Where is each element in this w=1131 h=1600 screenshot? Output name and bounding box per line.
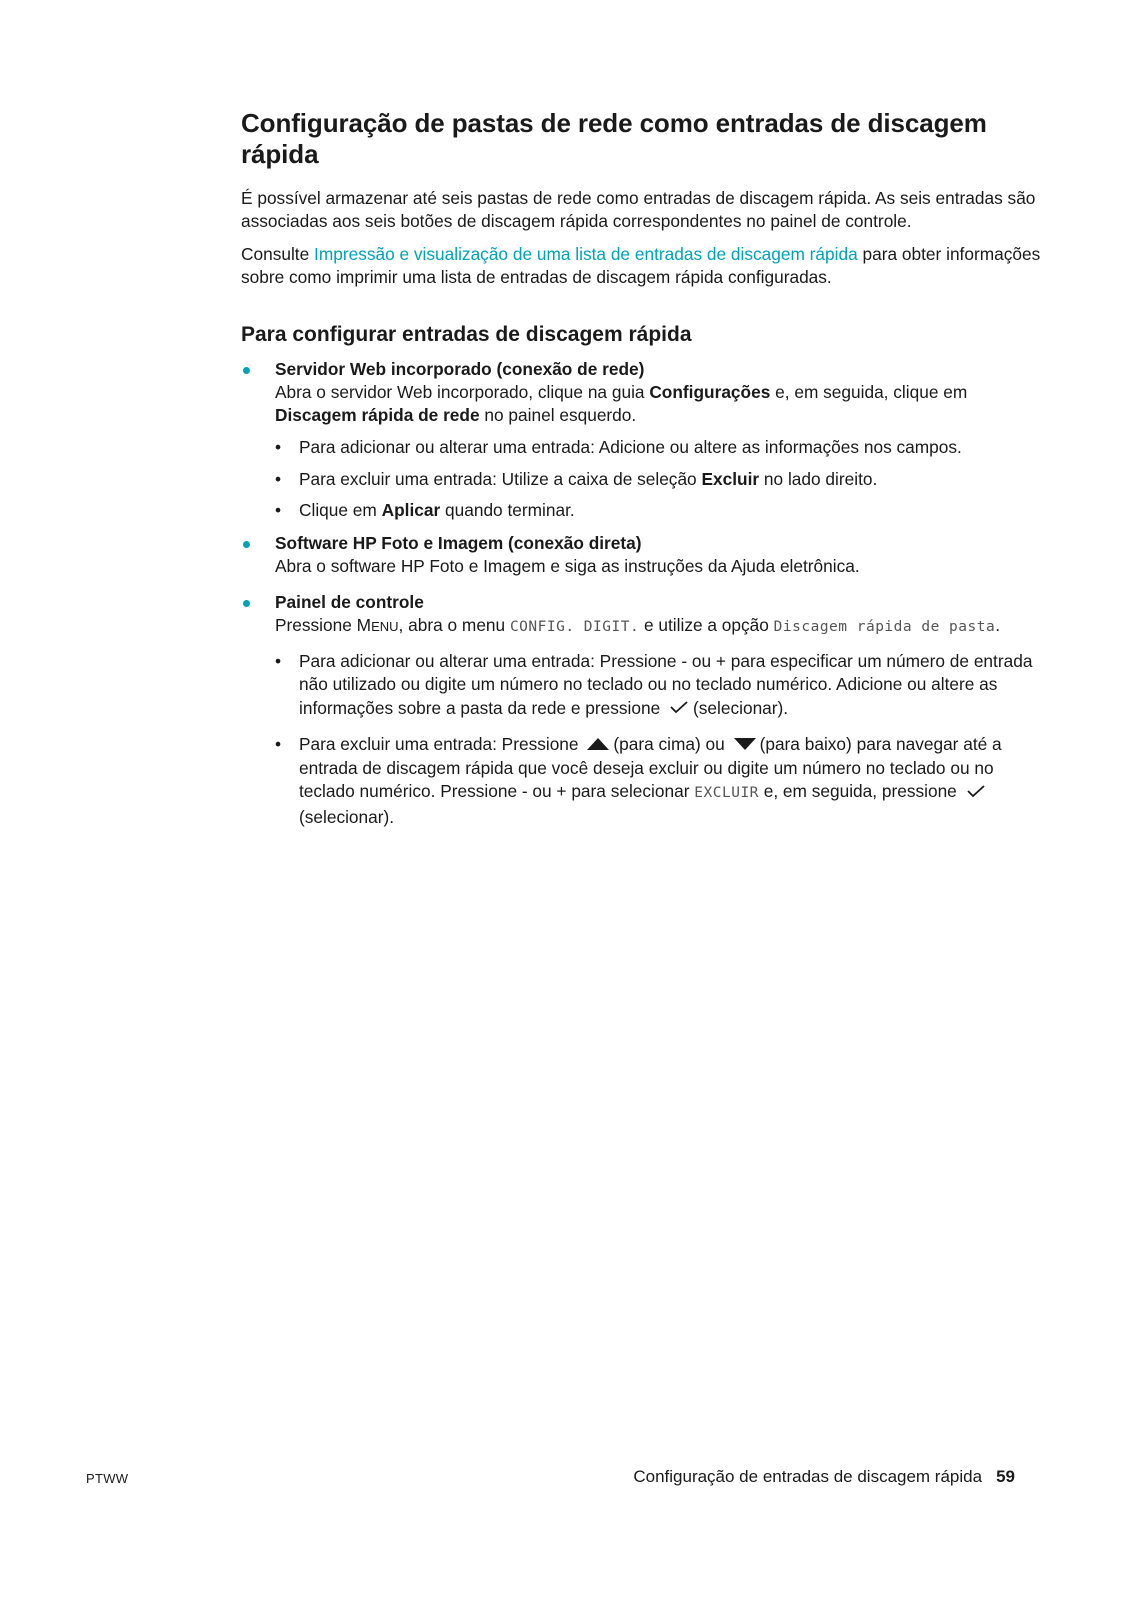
page-title: Configuração de pastas de rede como entradas de discagem rápida [241,108,987,169]
item-title: Servidor Web incorporado (conexão de rede) [275,359,645,379]
sub-item-text: Para excluir uma entrada: Pressione [299,733,579,754]
item-description [275,381,1041,427]
page-number: 59 [996,1467,1015,1486]
sub-list [275,436,1041,523]
menu-key-rest: ENU [371,618,399,634]
sub-item [275,436,1041,460]
item-text: Abra o servidor Web incorporado, clique na guia [275,382,650,402]
item-bold: Discagem rápida de rede [275,405,480,425]
footer-title [633,1467,1015,1487]
page-content [241,108,1041,838]
sub-item-bold: Excluir [701,468,760,489]
sub-item-text: (para cima) ou [613,733,725,754]
consult-before: Consulte [241,244,315,264]
sub-item-text: (selecionar). [693,697,789,718]
down-arrow-icon [734,733,756,757]
item-description: Abra o software HP Foto e Imagem e siga as instruções da Ajuda eletrônica. [275,555,860,576]
bullet-dot-icon [243,541,250,548]
item-text: , abra o menu [398,614,510,635]
sub-list [275,650,1041,830]
section-heading: Para configurar entradas de discagem rápida [241,323,692,346]
sub-item-text: Clique em [299,500,382,520]
sub-item [275,468,1041,492]
consult-after: para obter informações sobre como imprimir uma lista de entradas de discagem rápida configuradas. [241,244,1041,287]
bullet-dot-icon [243,600,250,607]
sub-item-text: Para adicionar ou alterar uma entrada: Pressione - ou + para especificar um número de entrada não utilizado ou digite um número no teclado ou no teclado numérico. Adicione ou altere as informações sobre a pasta da rede e pressione [299,650,1033,718]
footer-chapter: Configuração de entradas de discagem rápida [633,1467,983,1486]
item-title: Painel de controle [275,591,424,612]
checkmark-icon [669,697,689,721]
sub-item [275,650,1041,721]
item-text: Pressione [275,614,357,635]
sub-item [275,733,1041,830]
sub-item [275,499,1041,523]
footer-locale: PTWW [86,1471,129,1486]
lcd-menu-text: CONFIG. DIGIT. [509,618,640,635]
sub-item-text: no lado direito. [759,468,878,489]
lcd-option-text: Discagem rápida de pasta [773,618,996,635]
consult-paragraph [241,243,1041,289]
item-bold: Configurações [649,382,771,402]
bullet-icon: • [275,650,282,671]
list-item-web-server [241,358,1041,523]
bullet-icon: • [275,500,282,520]
sub-item-bold: Aplicar [381,500,441,520]
item-text: e, em seguida, clique em [770,382,968,402]
sub-item-text: e, em seguida, pressione [758,781,957,802]
item-text: e utilize a opção [639,614,774,635]
bullet-dot-icon [243,367,250,374]
intro-paragraph: É possível armazenar até seis pastas de rede como entradas de discagem rápida. As seis entradas são associadas aos seis botões de discagem rápida correspondentes no painel de controle. [241,188,1036,231]
lcd-delete-text: EXCLUIR [694,785,759,802]
up-arrow-icon [587,733,609,757]
cross-reference-link[interactable]: Impressão e visualização de uma lista de entradas de discagem rápida [314,244,858,264]
menu-key-first: M [356,614,372,635]
sub-item-text: Para excluir uma entrada: Utilize a caixa de seleção [299,468,702,489]
list-item-control-panel [241,591,1041,830]
item-text: . [995,614,1000,635]
sub-item-text: (selecionar). [299,806,395,827]
item-description [275,614,1041,639]
list-item-software [241,532,1041,578]
sub-item-text: Para adicionar ou alterar uma entrada: Adicione ou altere as informações nos campos. [299,437,962,457]
sub-item-text: quando terminar. [440,500,575,520]
bullet-icon: • [275,733,282,754]
item-text: no painel esquerdo. [479,405,637,425]
item-title: Software HP Foto e Imagem (conexão direta) [275,532,642,553]
bullet-icon: • [275,468,282,489]
checkmark-icon [966,781,986,805]
sub-item-text: (para baixo) para navegar até a entrada de discagem rápida que você deseja excluir ou digite um número no teclado ou no teclado numérico. Pressione - ou + para selecionar [299,733,1002,802]
bullet-icon: • [275,437,282,457]
